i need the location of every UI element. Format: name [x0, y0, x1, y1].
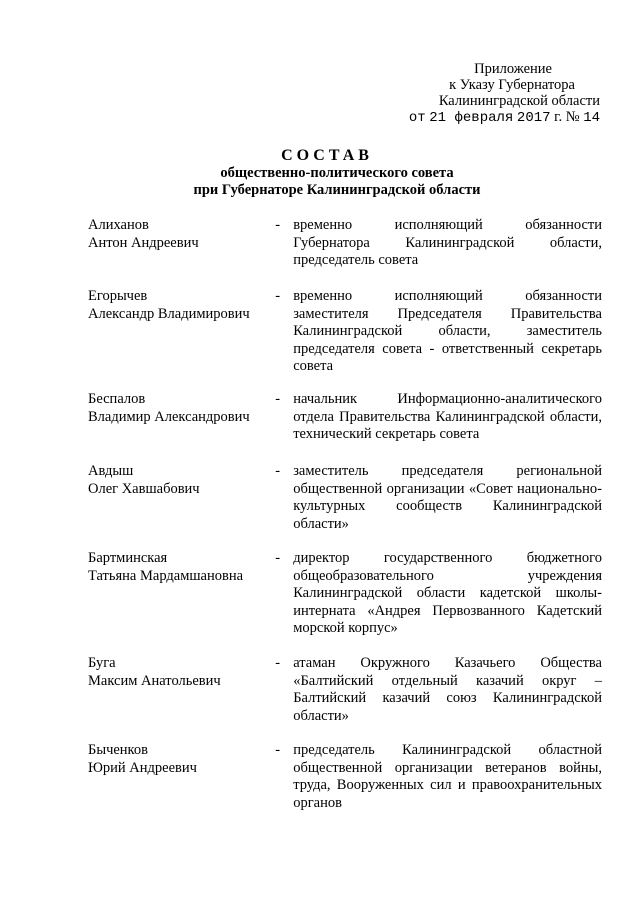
- member-position: временно исполняющий обязанности заместителя Председателя Правительства Калининградской области, заместитель председателя совета - ответственный секретарь совета: [293, 288, 602, 374]
- member-dash: -: [275, 217, 281, 233]
- member-row: [88, 391, 602, 444]
- member-surname: Алиханов: [88, 217, 149, 233]
- member-name: [88, 391, 275, 444]
- member-given-names: Максим Анатольевич: [88, 672, 221, 689]
- member-name: [88, 288, 275, 376]
- member-row: [88, 655, 602, 725]
- member-name: [88, 742, 275, 812]
- member-dash: -: [275, 742, 281, 758]
- member-position: временно исполняющий обязанности Губернатора Калининградской области, председатель совета: [293, 217, 602, 268]
- member-dash: -: [275, 550, 281, 566]
- member-given-names: Юрий Андреевич: [88, 759, 197, 776]
- member-given-names: Александр Владимирович: [88, 305, 250, 322]
- member-surname: Буга: [88, 655, 116, 671]
- decree-date: 21 февраля: [429, 110, 514, 126]
- member-given-names: Татьяна Мардамшановна: [88, 567, 244, 584]
- member-row: [88, 742, 602, 812]
- member-given-names: Антон Андреевич: [88, 234, 199, 251]
- member-row: [88, 288, 602, 376]
- member-dash: -: [275, 655, 281, 671]
- member-position: директор государственного бюджетного общеобразовательного учреждения Калининградской области кадетской школы-интерната «Андрея Первозванного Кадетский морской корпус»: [293, 550, 602, 636]
- member-name: [88, 655, 275, 725]
- year-suffix: г. №: [554, 109, 580, 125]
- member-row: [88, 463, 602, 533]
- decree-year: 2017: [516, 110, 551, 126]
- member-surname: Быченков: [88, 742, 148, 758]
- member-name: [88, 463, 275, 533]
- member-position: председатель Калининградской областной общественной организации ветеранов войны, труда, Вооруженных сил и правоохранительных органов: [293, 742, 602, 811]
- date-prefix: от: [408, 110, 426, 126]
- member-dash: -: [275, 391, 281, 407]
- appendix-block: [300, 61, 600, 126]
- appendix-label: Приложение: [474, 61, 552, 77]
- document-subtitle-1: общественно-политического совета: [220, 165, 454, 181]
- member-name: [88, 550, 275, 638]
- member-surname: Егорычев: [88, 288, 148, 304]
- member-position: атаман Окружного Казачьего Общества «Балтийский отдельный казачий округ – Балтийский казачий союз Калининградской области»: [293, 655, 602, 724]
- document-heading: [0, 147, 640, 199]
- document-subtitle-2: при Губернаторе Калининградской области: [193, 182, 481, 198]
- member-given-names: Владимир Александрович: [88, 408, 250, 425]
- appendix-region: Калининградской области: [438, 93, 600, 109]
- appendix-date-line: [300, 109, 600, 126]
- member-surname: Бартминская: [88, 550, 168, 566]
- member-given-names: Олег Хавшабович: [88, 480, 200, 497]
- member-position: заместитель председателя региональной общественной организации «Совет национально-культурных сообществ Калининградской области»: [293, 463, 602, 532]
- member-name: [88, 217, 275, 270]
- appendix-decree-ref: к Указу Губернатора: [449, 77, 575, 93]
- member-surname: Беспалов: [88, 391, 146, 407]
- member-row: [88, 550, 602, 638]
- member-surname: Авдыш: [88, 463, 134, 479]
- member-row: [88, 217, 602, 270]
- member-position: начальник Информационно-аналитического отдела Правительства Калининградской области, технический секретарь совета: [293, 391, 602, 442]
- decree-number: 14: [583, 110, 600, 126]
- member-dash: -: [275, 288, 281, 304]
- document-title: СОСТАВ: [281, 147, 373, 164]
- member-dash: -: [275, 463, 281, 479]
